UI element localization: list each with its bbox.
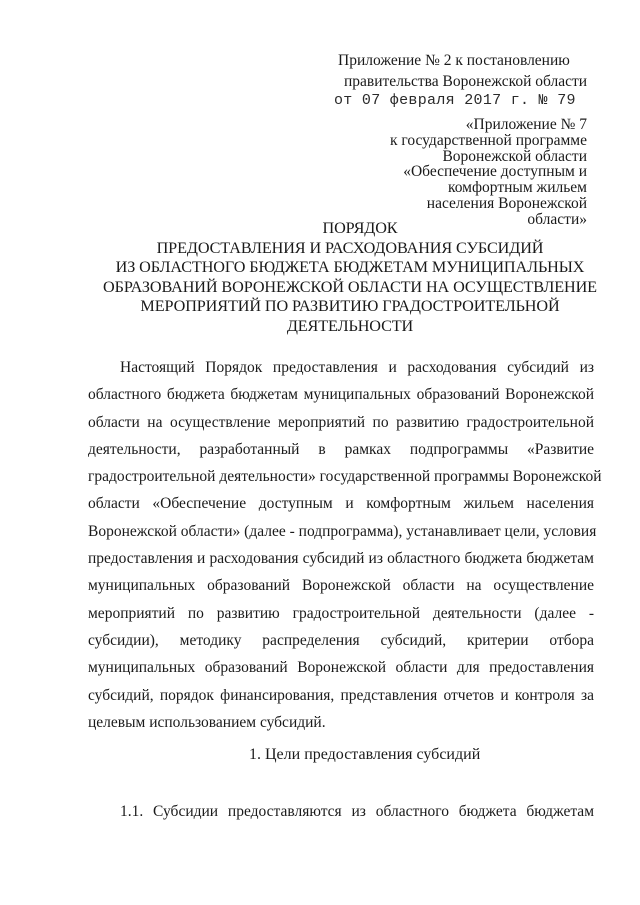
title-line: ПРЕДОСТАВЛЕНИЯ И РАСХОДОВАНИЯ СУБСИДИЙ <box>156 238 544 257</box>
intro-paragraph <box>88 354 602 736</box>
appendix-7-reference <box>327 117 587 228</box>
title-line: МЕРОПРИЯТИЙ ПО РАЗВИТИЮ ГРАДОСТРОИТЕЛЬНОЙ <box>140 297 560 315</box>
decree-date-number: от 07 февраля 2017 г. № 79 <box>334 92 576 109</box>
section-1-heading: 1. Цели предоставления субсидий <box>249 746 481 763</box>
paragraph-line: муниципальных образований Воронежской области на осуществление <box>88 577 594 595</box>
appendix-7-line: населения Воронежской <box>426 194 587 212</box>
title-line: ОБРАЗОВАНИЙ ВОРОНЕЖСКОЙ ОБЛАСТИ НА ОСУЩЕСТВЛЕНИЕ <box>103 277 597 296</box>
paragraph-line: мероприятий по развитию градостроительной деятельности (далее - <box>88 604 594 622</box>
appendix-7-line: области» <box>527 210 587 228</box>
paragraph-line: области «Обеспечение доступным и комфортным жильем населения <box>88 495 594 513</box>
appendix-7-line: «Обеспечение доступным и <box>403 163 587 181</box>
paragraph-line: Воронежской области» (далее - подпрограмма), устанавливает цели, условия <box>88 522 597 540</box>
document-title <box>90 219 610 336</box>
title-line: ДЕЯТЕЛЬНОСТИ <box>286 316 414 335</box>
clause-1-1: 1.1. Субсидии предоставляются из областного бюджета бюджетам <box>120 803 594 820</box>
paragraph-line: субсидий, порядок финансирования, представления отчетов и контроля за <box>88 686 594 704</box>
paragraph-line: областного бюджета бюджетам муниципальных образований Воронежской <box>88 386 594 404</box>
paragraph-line: деятельности, разработанный в рамках подпрограммы «Развитие <box>88 440 594 458</box>
paragraph-line: субсидии), методику распределения субсидий, критерии отбора <box>88 631 594 649</box>
paragraph-line: предоставления и расходования субсидий из областного бюджета бюджетам <box>88 550 594 568</box>
paragraph-line: целевым использованием субсидий. <box>88 713 326 731</box>
paragraph-line: Настоящий Порядок предоставления и расходования субсидий из <box>120 359 594 376</box>
appendix-2-reference <box>338 50 598 92</box>
appendix-2-line-2: правительства Воронежской области <box>344 73 588 90</box>
appendix-7-line: «Приложение № 7 <box>465 116 587 133</box>
appendix-2-line-1: Приложение № 2 к постановлению <box>338 52 570 69</box>
paragraph-line: муниципальных образований Воронежской области для предоставления <box>88 659 594 677</box>
appendix-7-line: к государственной программе <box>389 131 587 149</box>
appendix-7-line: комфортным жильем <box>447 179 587 197</box>
paragraph-line: области на осуществление мероприятий по развитию градостроительной <box>88 413 594 431</box>
paragraph-line: градостроительной деятельности» государственной программы Воронежской <box>88 468 602 486</box>
appendix-7-line: Воронежской области <box>442 147 587 165</box>
title-line: ИЗ ОБЛАСТНОГО БЮДЖЕТА БЮДЖЕТАМ МУНИЦИПАЛЬНЫХ <box>115 258 585 276</box>
title-line: ПОРЯДОК <box>322 219 398 237</box>
